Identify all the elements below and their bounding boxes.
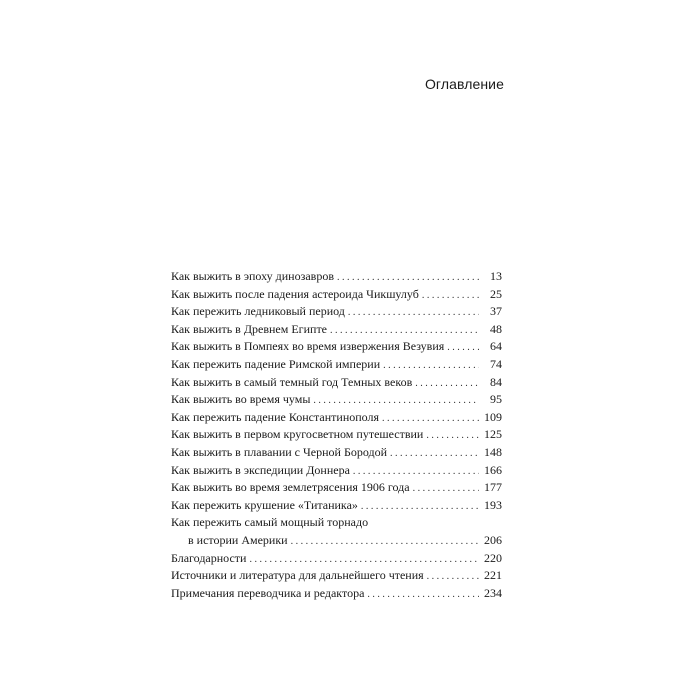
dot-leader [348,304,479,322]
toc-entry-page: 74 [490,356,502,371]
toc-entry-title: Как выжить в Древнем Египте [171,321,328,336]
toc-entry-page: 13 [490,269,502,283]
toc-entry-page: 234 [484,585,502,600]
toc-entry-title: Как выжить в экспедиции Доннера [171,462,350,477]
dot-leader [367,586,479,604]
toc-entry-title: Как выжить после падения астероида Чикшулуб [171,286,419,301]
toc-entry-title: Как выжить в самый темный год Темных веков [171,374,413,389]
toc-entry-title: Источники и литература для дальнейшего чтения [171,568,424,583]
toc-entry-title: Как выжить в эпоху динозавров [171,269,334,283]
toc-entry-title: Как пережить ледниковый период [171,304,345,319]
toc-entry [171,462,502,480]
toc-entry-page: 220 [484,550,502,565]
dot-leader [383,357,479,375]
toc-entry-page: 64 [490,339,502,354]
toc-entry [171,550,502,568]
dot-leader [361,498,479,516]
toc-entry [171,426,502,444]
toc-entry-page: 125 [484,427,502,442]
dot-leader [313,392,479,410]
toc-entry [171,567,502,585]
toc-entry-page: 95 [490,392,502,407]
toc-entry-title: Как пережить падение Константинополя [171,409,380,424]
dot-leader [422,287,479,305]
toc-entry-title-line1: Как пережить самый мощный торнадо [171,515,369,530]
toc-entry-page: 166 [484,462,502,477]
toc-entry-page: 193 [484,497,502,512]
toc-entry-title: Как пережить падение Римской империи [171,356,381,371]
toc-entry-page: 206 [484,532,502,547]
dot-leader [426,427,479,445]
toc-entry-title-line2: в истории Америки [188,532,288,547]
toc-entry-page: 25 [490,286,502,301]
toc-entry [171,338,502,356]
toc-entry-title: Как выжить во время чумы [171,392,311,407]
dot-leader [390,445,479,463]
toc-entry [171,391,502,409]
toc-entry [171,286,502,304]
toc-entry-page: 109 [484,409,502,424]
toc-entry [171,444,502,462]
toc-entry-title: Примечания переводчика и редактора [171,585,365,600]
toc-entry [171,409,502,427]
toc-heading: Оглавление [424,76,504,92]
toc-entry-title: Как выжить в плавании с Черной Бородой [171,444,388,459]
dot-leader [415,375,479,393]
toc-entry-page: 148 [484,444,502,459]
dot-leader [413,480,479,498]
dot-leader [330,322,479,340]
dot-leader [337,269,479,287]
toc-entry-page: 177 [484,480,502,495]
dot-leader [382,410,479,428]
toc-entry-title: Как выжить в Помпеях во время извержения Везувия [171,339,445,354]
dot-leader [249,551,479,569]
toc-entry-title: Как выжить во время землетрясения 1906 года [171,480,410,495]
dot-leader [291,533,479,551]
toc-entry [171,497,502,515]
toc-entry [171,356,502,374]
toc-entry-page: 84 [490,374,502,389]
toc-entry [171,374,502,392]
toc-entry [171,321,502,339]
toc-entry-title: Благодарности [171,550,247,565]
toc-entry [171,303,502,321]
toc-entry-title: Как выжить в первом кругосветном путешествии [171,427,424,442]
toc-entry-page: 221 [484,568,502,583]
dot-leader [353,463,479,481]
dot-leader [447,339,479,357]
table-of-contents [171,268,502,602]
toc-entry [171,585,502,603]
toc-entry [171,479,502,497]
dot-leader [427,568,479,586]
toc-entry [171,268,502,286]
toc-entry-page: 37 [490,304,502,319]
toc-entry [171,514,502,549]
toc-entry-title: Как пережить крушение «Титаника» [171,497,358,512]
toc-entry-page: 48 [490,321,502,336]
